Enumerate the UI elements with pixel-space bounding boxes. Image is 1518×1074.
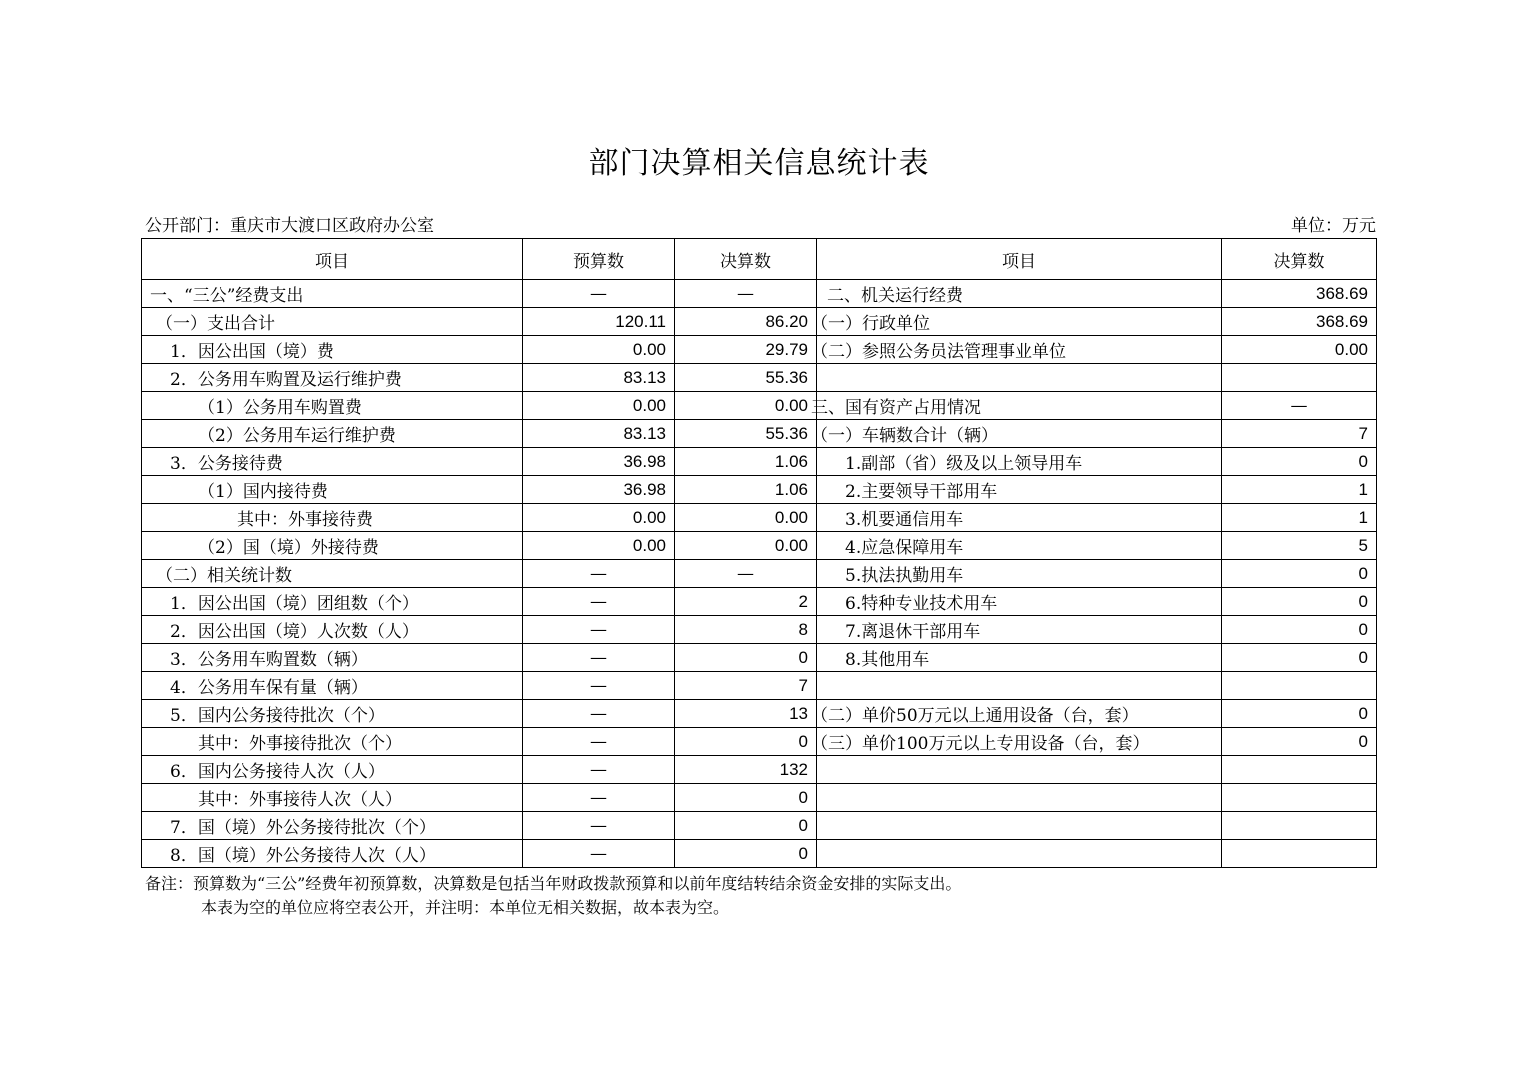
row-final-left: 55.36 (675, 420, 817, 448)
row-final-right: 0 (1222, 728, 1377, 756)
row-item-left: （一）支出合计 (142, 308, 523, 336)
row-final-left: 86.20 (675, 308, 817, 336)
row-final-right: 1 (1222, 476, 1377, 504)
row-item-right: 5.执法执勤用车 (817, 560, 1222, 588)
table-row (142, 840, 1377, 868)
department-label: 公开部门：重庆市大渡口区政府办公室 (145, 216, 434, 236)
row-item-right: 7.离退休干部用车 (817, 616, 1222, 644)
row-final-left: 13 (675, 700, 817, 728)
row-budget: — (523, 700, 675, 728)
row-item-right (817, 672, 1222, 700)
row-budget: 36.98 (523, 476, 675, 504)
row-final-left: — (675, 560, 817, 588)
row-final-right (1222, 756, 1377, 784)
row-item-left: （二）相关统计数 (142, 560, 523, 588)
row-final-left: 0 (675, 840, 817, 868)
row-budget: 0.00 (523, 336, 675, 364)
row-item-left: 其中：外事接待费 (142, 504, 523, 532)
table-row (142, 364, 1377, 392)
row-item-left: 3．公务接待费 (142, 448, 523, 476)
row-final-right: 368.69 (1222, 280, 1377, 308)
row-item-right: 三、国有资产占用情况 (811, 392, 1216, 420)
row-item-right: （二）参照公务员法管理事业单位 (811, 336, 1216, 364)
header-final-right: 决算数 (1222, 239, 1377, 280)
row-final-right: 5 (1222, 532, 1377, 560)
table-row (142, 308, 1377, 336)
row-budget: 83.13 (523, 420, 675, 448)
row-item-right (817, 784, 1222, 812)
row-final-left: 1.06 (675, 448, 817, 476)
table-row (142, 756, 1377, 784)
row-final-left: 0.00 (675, 504, 817, 532)
row-final-left: 0 (675, 784, 817, 812)
table-row (142, 532, 1377, 560)
row-item-right (817, 756, 1222, 784)
header-budget: 预算数 (523, 239, 675, 280)
row-budget: — (523, 588, 675, 616)
row-final-left: 55.36 (675, 364, 817, 392)
row-budget: — (523, 672, 675, 700)
row-final-right: 0 (1222, 616, 1377, 644)
row-item-left: 一、“三公”经费支出 (142, 280, 523, 308)
row-item-left: （2）国（境）外接待费 (142, 532, 523, 560)
table-row (142, 448, 1377, 476)
table-row (142, 672, 1377, 700)
note-line-2: 本表为空的单位应将空表公开，并注明：本单位无相关数据，故本表为空。 (201, 898, 730, 917)
row-item-left: （1）国内接待费 (142, 476, 523, 504)
row-final-right (1222, 784, 1377, 812)
row-budget: — (523, 840, 675, 868)
table-row (142, 700, 1377, 728)
row-final-right: 0 (1222, 448, 1377, 476)
table-row (142, 728, 1377, 756)
row-final-left: 29.79 (675, 336, 817, 364)
row-item-left: 3．公务用车购置数（辆） (142, 644, 523, 672)
notes (145, 872, 961, 920)
row-budget: — (523, 756, 675, 784)
row-final-right (1222, 672, 1377, 700)
row-final-right: 1 (1222, 504, 1377, 532)
row-final-left: 0 (675, 812, 817, 840)
row-final-right: 7 (1222, 420, 1377, 448)
row-budget: 83.13 (523, 364, 675, 392)
table-row (142, 784, 1377, 812)
row-budget: — (523, 728, 675, 756)
row-final-left: 0.00 (675, 392, 817, 420)
row-final-right: 0 (1222, 588, 1377, 616)
table-header-row (142, 239, 1377, 280)
row-item-right: 4.应急保障用车 (817, 532, 1222, 560)
row-item-right: 6.特种专业技术用车 (817, 588, 1222, 616)
row-budget: — (523, 616, 675, 644)
row-final-left: 7 (675, 672, 817, 700)
row-final-left: 132 (675, 756, 817, 784)
page-title: 部门决算相关信息统计表 (588, 146, 930, 181)
row-final-right: 0 (1222, 644, 1377, 672)
row-final-right: 368.69 (1222, 308, 1377, 336)
table-row (142, 336, 1377, 364)
row-item-right: 2.主要领导干部用车 (817, 476, 1222, 504)
table-row (142, 588, 1377, 616)
row-final-right: 0.00 (1222, 336, 1377, 364)
row-final-left: 0 (675, 728, 817, 756)
row-item-left: （2）公务用车运行维护费 (142, 420, 523, 448)
row-item-left: 1．因公出国（境）团组数（个） (142, 588, 523, 616)
row-item-right (817, 840, 1222, 868)
row-item-left: （1）公务用车购置费 (142, 392, 523, 420)
row-item-right: （二）单价50万元以上通用设备（台，套） (811, 700, 1216, 728)
row-final-left: 0.00 (675, 532, 817, 560)
row-final-left: — (675, 280, 817, 308)
row-item-left: 7．国（境）外公务接待批次（个） (142, 812, 523, 840)
row-final-left: 1.06 (675, 476, 817, 504)
statistics-table (141, 238, 1377, 868)
table-row (142, 392, 1377, 420)
table-row (142, 476, 1377, 504)
row-final-right: — (1222, 392, 1377, 420)
row-item-right: 1.副部（省）级及以上领导用车 (817, 448, 1222, 476)
table-row (142, 280, 1377, 308)
row-item-right: （一）车辆数合计（辆） (811, 420, 1216, 448)
row-final-left: 8 (675, 616, 817, 644)
row-budget: 0.00 (523, 504, 675, 532)
row-final-right (1222, 840, 1377, 868)
row-budget: 120.11 (523, 308, 675, 336)
row-budget: — (523, 644, 675, 672)
row-final-right (1222, 812, 1377, 840)
row-item-right: （一）行政单位 (811, 308, 1216, 336)
header-final-left: 决算数 (675, 239, 817, 280)
header-item-left: 项目 (142, 239, 523, 280)
row-budget: — (523, 784, 675, 812)
row-item-right: 二、机关运行经费 (817, 280, 1222, 308)
row-final-left: 0 (675, 644, 817, 672)
note-line-1: 备注：预算数为“三公”经费年初预算数，决算数是包括当年财政拨款预算和以前年度结转结余资金安排的实际支出。 (145, 874, 962, 893)
row-item-left: 其中：外事接待人次（人） (142, 784, 523, 812)
table-row (142, 616, 1377, 644)
table-row (142, 644, 1377, 672)
row-item-left: 6．国内公务接待人次（人） (142, 756, 523, 784)
row-item-left: 4．公务用车保有量（辆） (142, 672, 523, 700)
table-row (142, 420, 1377, 448)
row-item-right: 8.其他用车 (817, 644, 1222, 672)
row-budget: — (523, 560, 675, 588)
row-item-left: 其中：外事接待批次（个） (142, 728, 523, 756)
row-item-right: 3.机要通信用车 (817, 504, 1222, 532)
row-item-right: （三）单价100万元以上专用设备（台，套） (811, 728, 1216, 756)
unit-label: 单位：万元 (1291, 216, 1376, 236)
row-final-right (1222, 364, 1377, 392)
row-budget: 0.00 (523, 392, 675, 420)
row-item-left: 8．国（境）外公务接待人次（人） (142, 840, 523, 868)
table-row (142, 504, 1377, 532)
row-final-right: 0 (1222, 700, 1377, 728)
row-item-left: 2．公务用车购置及运行维护费 (142, 364, 523, 392)
row-item-left: 5．国内公务接待批次（个） (142, 700, 523, 728)
row-item-right (817, 812, 1222, 840)
table-row (142, 560, 1377, 588)
table-row (142, 812, 1377, 840)
row-budget: 0.00 (523, 532, 675, 560)
row-item-left: 1．因公出国（境）费 (142, 336, 523, 364)
row-final-right: 0 (1222, 560, 1377, 588)
row-budget: 36.98 (523, 448, 675, 476)
row-budget: — (523, 280, 675, 308)
row-item-right (817, 364, 1222, 392)
row-item-left: 2．因公出国（境）人次数（人） (142, 616, 523, 644)
row-budget: — (523, 812, 675, 840)
row-final-left: 2 (675, 588, 817, 616)
header-item-right: 项目 (817, 239, 1222, 280)
